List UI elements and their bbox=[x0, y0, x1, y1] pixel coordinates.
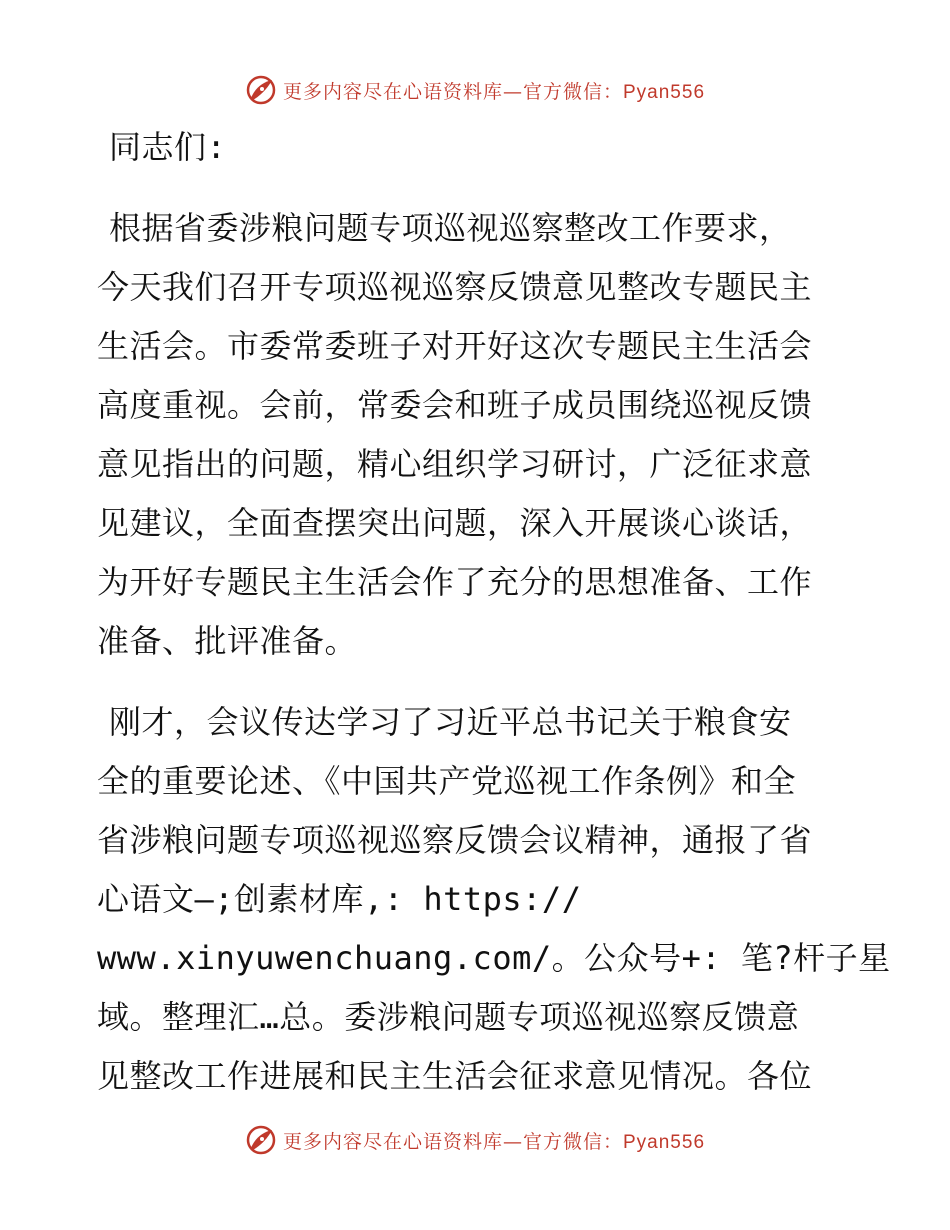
paragraph-line: 省涉粮问题专项巡视巡察反馈会议精神，通报了省 bbox=[97, 821, 813, 859]
paragraph-line: www.xinyuwenchuang.com/。公众号+: 笔?杆子星 bbox=[97, 939, 891, 977]
header-watermark-banner bbox=[0, 70, 950, 110]
greeting: 同志们: bbox=[109, 128, 227, 166]
paragraph-line: 今天我们召开专项巡视巡察反馈意见整改专题民主 bbox=[97, 268, 813, 306]
paragraph-line: 刚才，会议传达学习了习近平总书记关于粮食安 bbox=[109, 703, 792, 741]
paragraph-line: 生活会。市委常委班子对开好这次专题民主生活会 bbox=[97, 327, 813, 365]
paragraph-line: 高度重视。会前，常委会和班子成员围绕巡视反馈 bbox=[97, 386, 813, 424]
banner-text: 更多内容尽在心语资料库—官方微信：Pyan556 bbox=[282, 80, 706, 103]
paragraph-line: 心语文—;创素材库,: https:// bbox=[97, 880, 582, 918]
pen-nib-logo-icon bbox=[245, 74, 277, 106]
footer-watermark-banner bbox=[0, 1120, 950, 1160]
paragraph-line: 见建议，全面查摆突出问题，深入开展谈心谈话， bbox=[97, 504, 813, 542]
paragraph-line: 准备、批评准备。 bbox=[97, 622, 358, 660]
document-body bbox=[97, 118, 891, 1128]
banner-text: 更多内容尽在心语资料库—官方微信：Pyan556 bbox=[282, 1130, 706, 1153]
paragraph-line: 全的重要论述、《中国共产党巡视工作条例》和全 bbox=[97, 762, 797, 800]
pen-nib-logo-icon bbox=[245, 1124, 277, 1156]
paragraph-line: 意见指出的问题，精心组织学习研讨，广泛征求意 bbox=[97, 445, 813, 483]
paragraph-2 bbox=[97, 693, 891, 1106]
paragraph-1 bbox=[97, 199, 857, 671]
paragraph-line: 根据省委涉粮问题专项巡视巡察整改工作要求， bbox=[109, 209, 792, 247]
paragraph-line: 为开好专题民主生活会作了充分的思想准备、工作 bbox=[97, 563, 813, 601]
paragraph-line: 域。整理汇…总。委涉粮问题专项巡视巡察反馈意 bbox=[97, 998, 800, 1036]
paragraph-line: 见整改工作进展和民主生活会征求意见情况。各位 bbox=[97, 1057, 813, 1095]
